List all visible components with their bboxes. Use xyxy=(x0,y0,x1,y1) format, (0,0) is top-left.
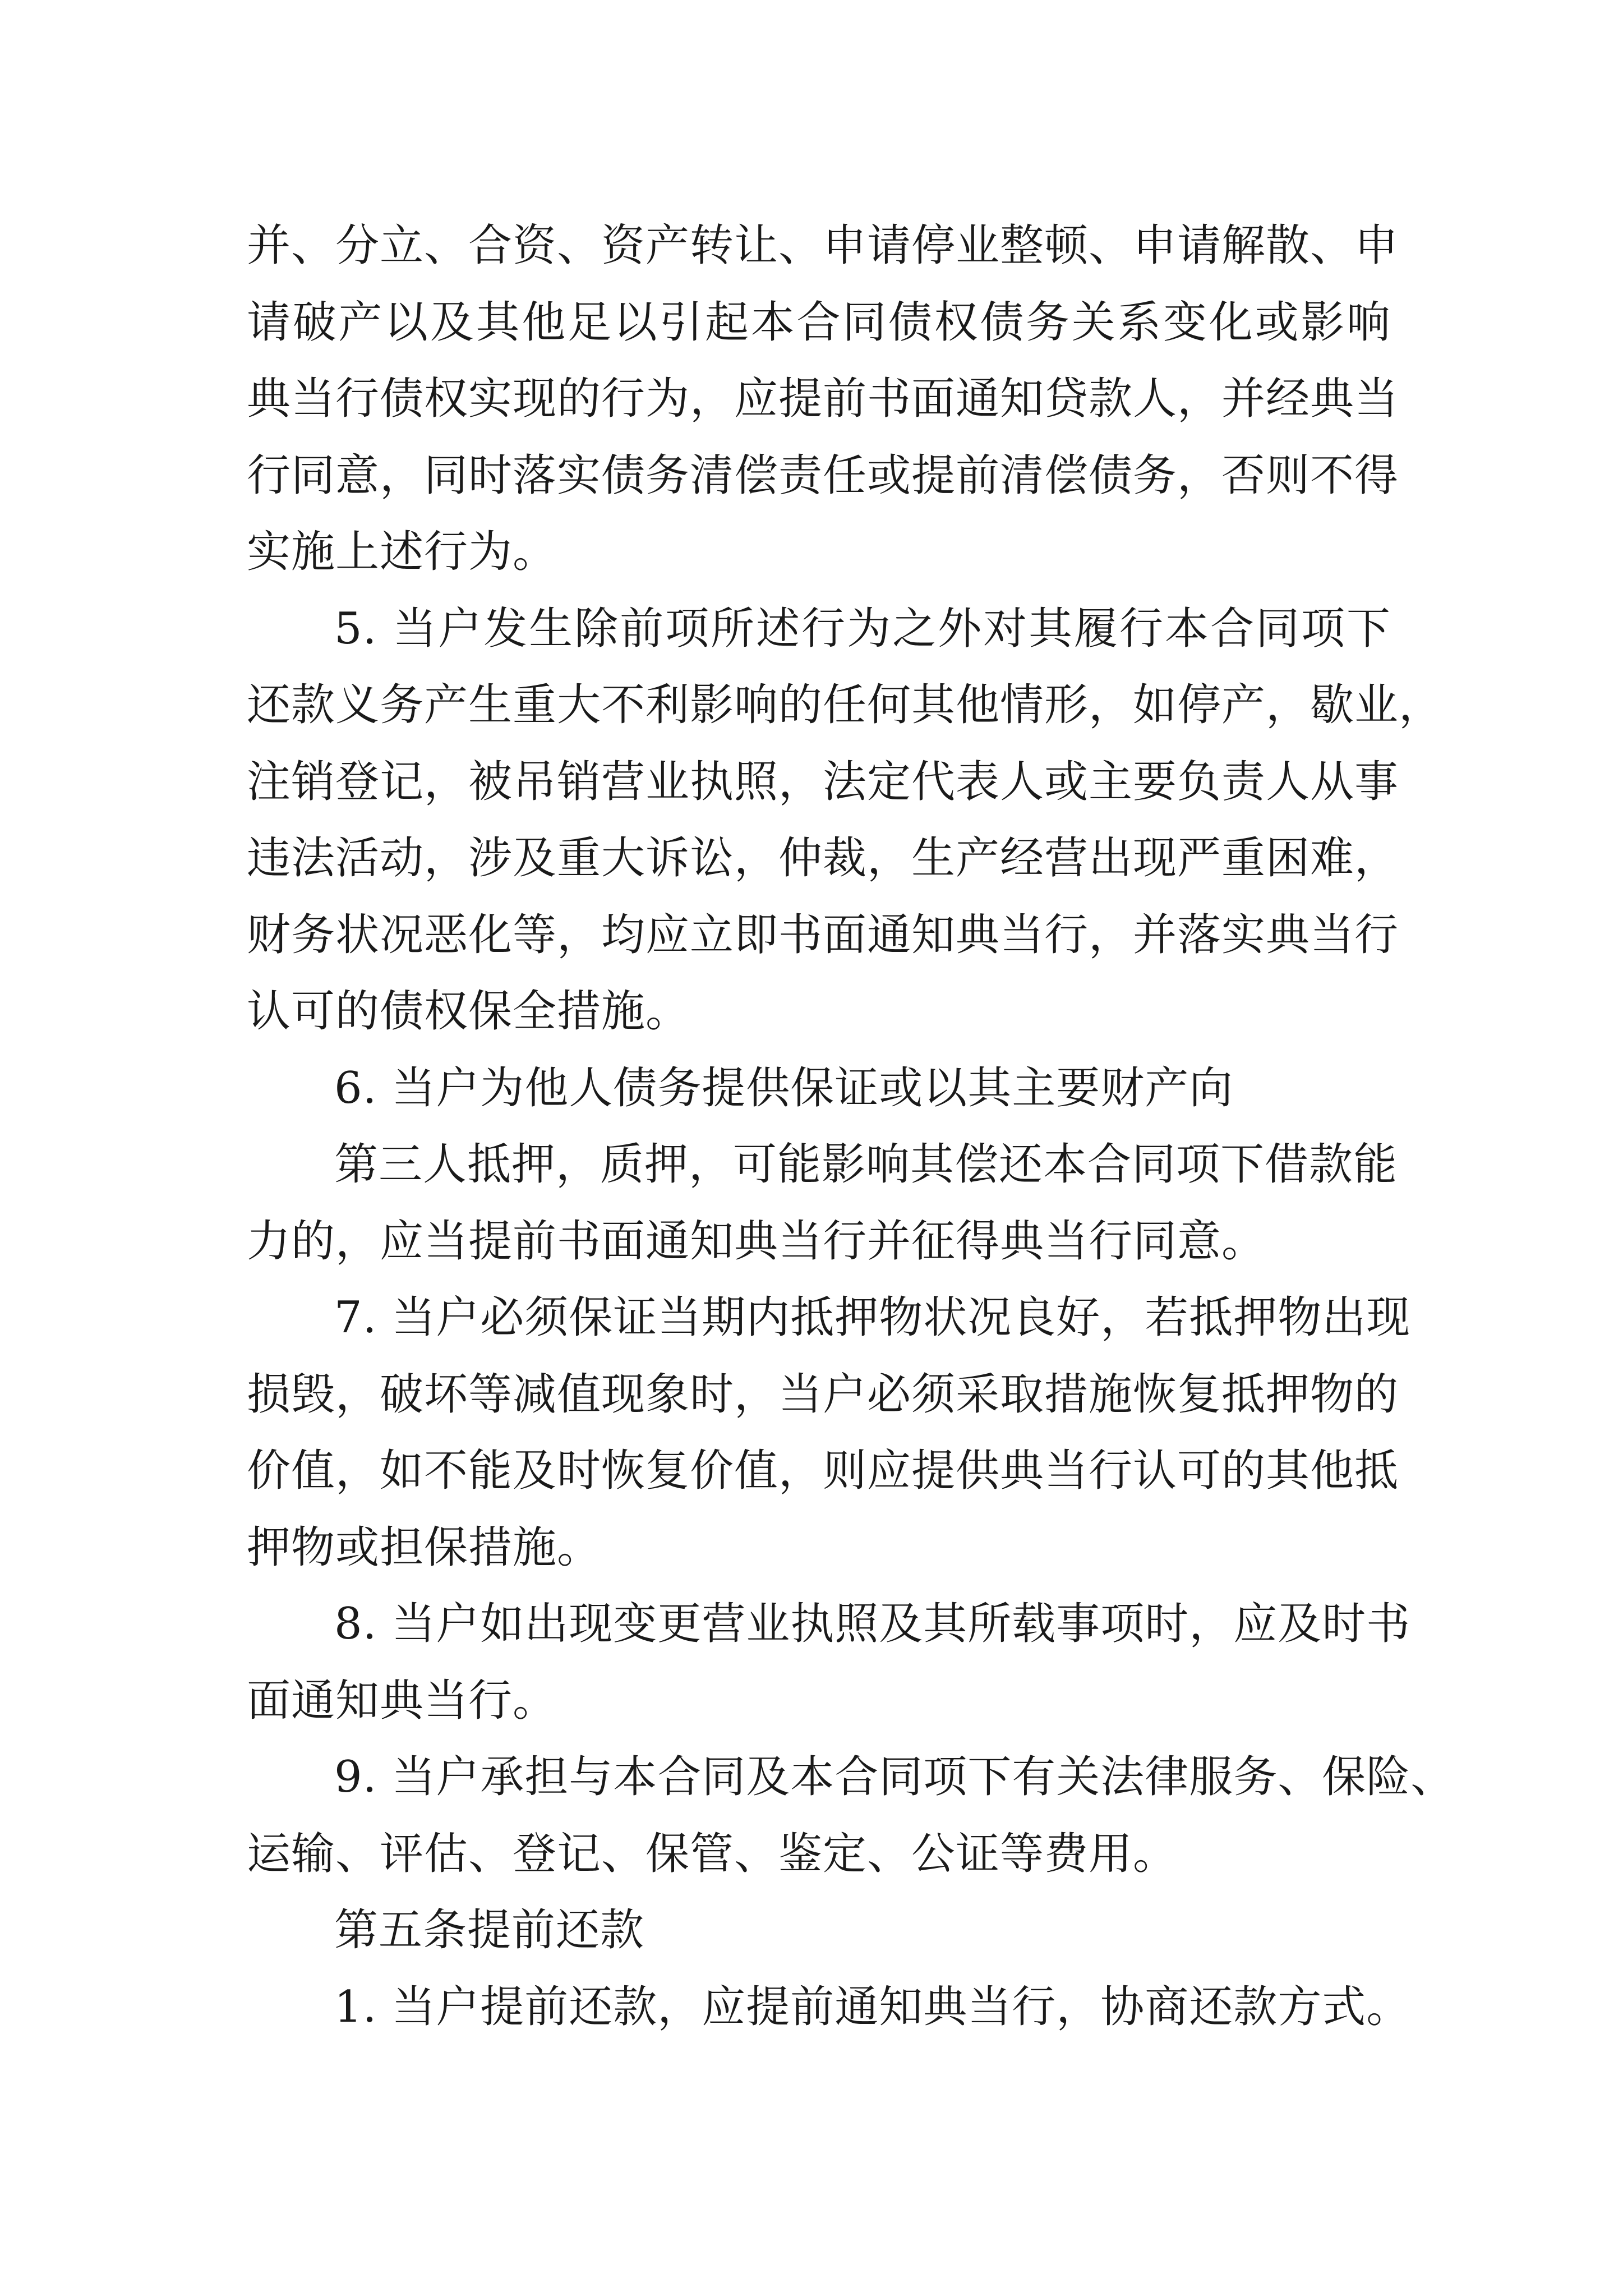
text-line: 押物或担保措施。 xyxy=(247,1522,602,1573)
text-line: 损毁，破坏等减值现象时，当户必须采取措施恢复抵押物的 xyxy=(247,1369,1399,1420)
text-line: 8. 当户如出现变更营业执照及其所载事项时，应及时书 xyxy=(334,1599,1411,1649)
text-line: 第三人抵押，质押，可能影响其偿还本合同项下借款能 xyxy=(334,1139,1398,1190)
document-body xyxy=(247,208,1455,2045)
text-line: 价值，如不能及时恢复价值，则应提供典当行认可的其他抵 xyxy=(247,1446,1399,1496)
text-line: 运输、评估、登记、保管、鉴定、公证等费用。 xyxy=(247,1828,1178,1879)
text-line: 9. 当户承担与本合同及本合同项下有关法律服务、保险、 xyxy=(334,1752,1455,1802)
text-line: 实施上述行为。 xyxy=(247,527,557,577)
text-line: 还款义务产生重大不利影响的任何其他情形，如停产，歇业， xyxy=(247,680,1444,730)
text-line: 第五条提前还款 xyxy=(334,1905,645,1955)
text-line: 注销登记，被吊销营业执照，法定代表人或主要负责人从事 xyxy=(247,756,1399,807)
text-line: 违法活动，涉及重大诉讼，仲裁，生产经营出现严重困难， xyxy=(247,833,1399,884)
text-line: 请破产以及其他足以引起本合同债权债务关系变化或影响 xyxy=(247,297,1391,348)
text-line: 1. 当户提前还款，应提前通知典当行，协商还款方式。 xyxy=(334,1981,1411,2032)
text-line: 行同意，同时落实债务清偿责任或提前清偿债务，否则不得 xyxy=(247,450,1399,501)
text-line: 力的，应当提前书面通知典当行并征得典当行同意。 xyxy=(247,1216,1266,1267)
text-line: 财务状况恶化等，均应立即书面通知典当行，并落实典当行 xyxy=(247,909,1399,960)
text-line: 面通知典当行。 xyxy=(247,1675,557,1726)
text-line: 典当行债权实现的行为，应提前书面通知贷款人，并经典当 xyxy=(247,374,1399,424)
text-line: 5. 当户发生除前项所述行为之外对其履行本合同项下 xyxy=(334,603,1391,654)
text-line: 6. 当户为他人债务提供保证或以其主要财产向 xyxy=(334,1062,1234,1114)
text-line: 认可的债权保全措施。 xyxy=(247,986,690,1037)
text-line: 7. 当户必须保证当期内抵押物状况良好，若抵押物出现 xyxy=(334,1292,1411,1343)
text-line: 并、分立、合资、资产转让、申请停业整顿、申请解散、申 xyxy=(247,220,1399,271)
